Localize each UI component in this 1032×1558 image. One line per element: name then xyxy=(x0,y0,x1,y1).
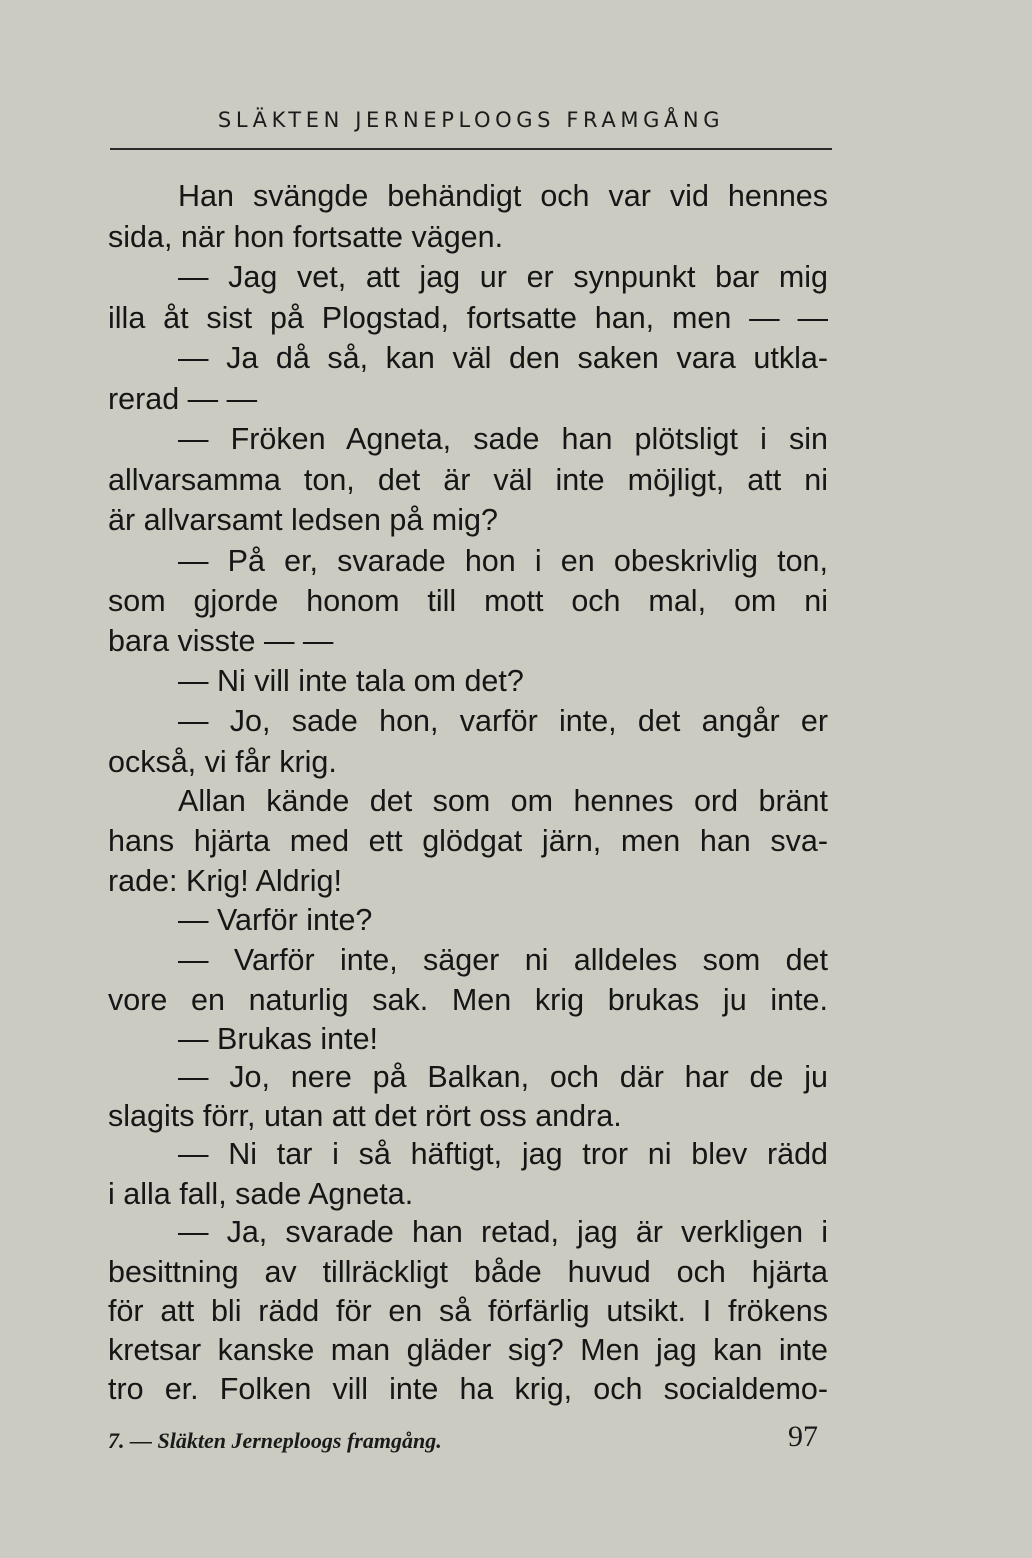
text-line: illa åt sist på Plogstad, fortsatte han, men — — xyxy=(108,301,828,335)
text-line: rade: Krig! Aldrig! xyxy=(108,864,342,898)
text-line: — Jo, sade hon, varför inte, det angår er xyxy=(178,704,828,738)
text-line: — På er, svarade hon i en obeskrivlig ton, xyxy=(178,544,828,578)
text-line: slagits förr, utan att det rört oss andra. xyxy=(108,1099,622,1133)
text-line: — Brukas inte! xyxy=(178,1022,379,1056)
text-line: — Varför inte, säger ni alldeles som det xyxy=(178,943,828,977)
text-line: hans hjärta med ett glödgat järn, men han sva- xyxy=(108,824,828,858)
text-line: besittning av tillräckligt både huvud och hjärta xyxy=(108,1255,828,1289)
running-header: SLÄKTEN JERNEPLOOGS FRAMGÅNG xyxy=(217,108,725,132)
page-number: 97 xyxy=(788,1420,818,1453)
text-line: tro er. Folken vill inte ha krig, och socialdemo- xyxy=(108,1372,828,1406)
text-line: Allan kände det som om hennes ord bränt xyxy=(178,784,828,818)
text-line: Han svängde behändigt och var vid hennes xyxy=(178,179,828,213)
text-line: kretsar kanske man gläder sig? Men jag kan inte xyxy=(108,1333,828,1367)
text-line: är allvarsamt ledsen på mig? xyxy=(108,503,498,537)
text-line: också, vi får krig. xyxy=(108,745,337,779)
text-line: vore en naturlig sak. Men krig brukas ju inte. xyxy=(108,983,828,1017)
text-line: allvarsamma ton, det är väl inte möjligt, att ni xyxy=(108,463,828,497)
header-rule xyxy=(110,148,832,150)
text-line: som gjorde honom till mott och mal, om ni xyxy=(108,584,828,618)
text-line: — Varför inte? xyxy=(178,903,373,937)
text-line: — Ni tar i så häftigt, jag tror ni blev rädd xyxy=(178,1137,828,1171)
text-line: — Ja då så, kan väl den saken vara utkla- xyxy=(178,341,828,375)
text-line: sida, när hon fortsatte vägen. xyxy=(108,220,504,254)
text-line: — Ni vill inte tala om det? xyxy=(178,664,524,698)
text-line: — Fröken Agneta, sade han plötsligt i sin xyxy=(178,422,828,456)
footer-signature: 7. — Släkten Jerneploogs framgång. xyxy=(108,1428,442,1453)
text-line: bara visste — — xyxy=(108,624,334,658)
text-line: rerad — — xyxy=(108,382,258,416)
text-line: — Jo, nere på Balkan, och där har de ju xyxy=(178,1060,828,1094)
text-line: för att bli rädd för en så förfärlig utsikt. I frökens xyxy=(108,1294,828,1328)
text-line: — Ja, svarade han retad, jag är verkligen i xyxy=(178,1215,828,1249)
text-line: i alla fall, sade Agneta. xyxy=(108,1177,414,1211)
text-line: — Jag vet, att jag ur er synpunkt bar mig xyxy=(178,260,828,294)
